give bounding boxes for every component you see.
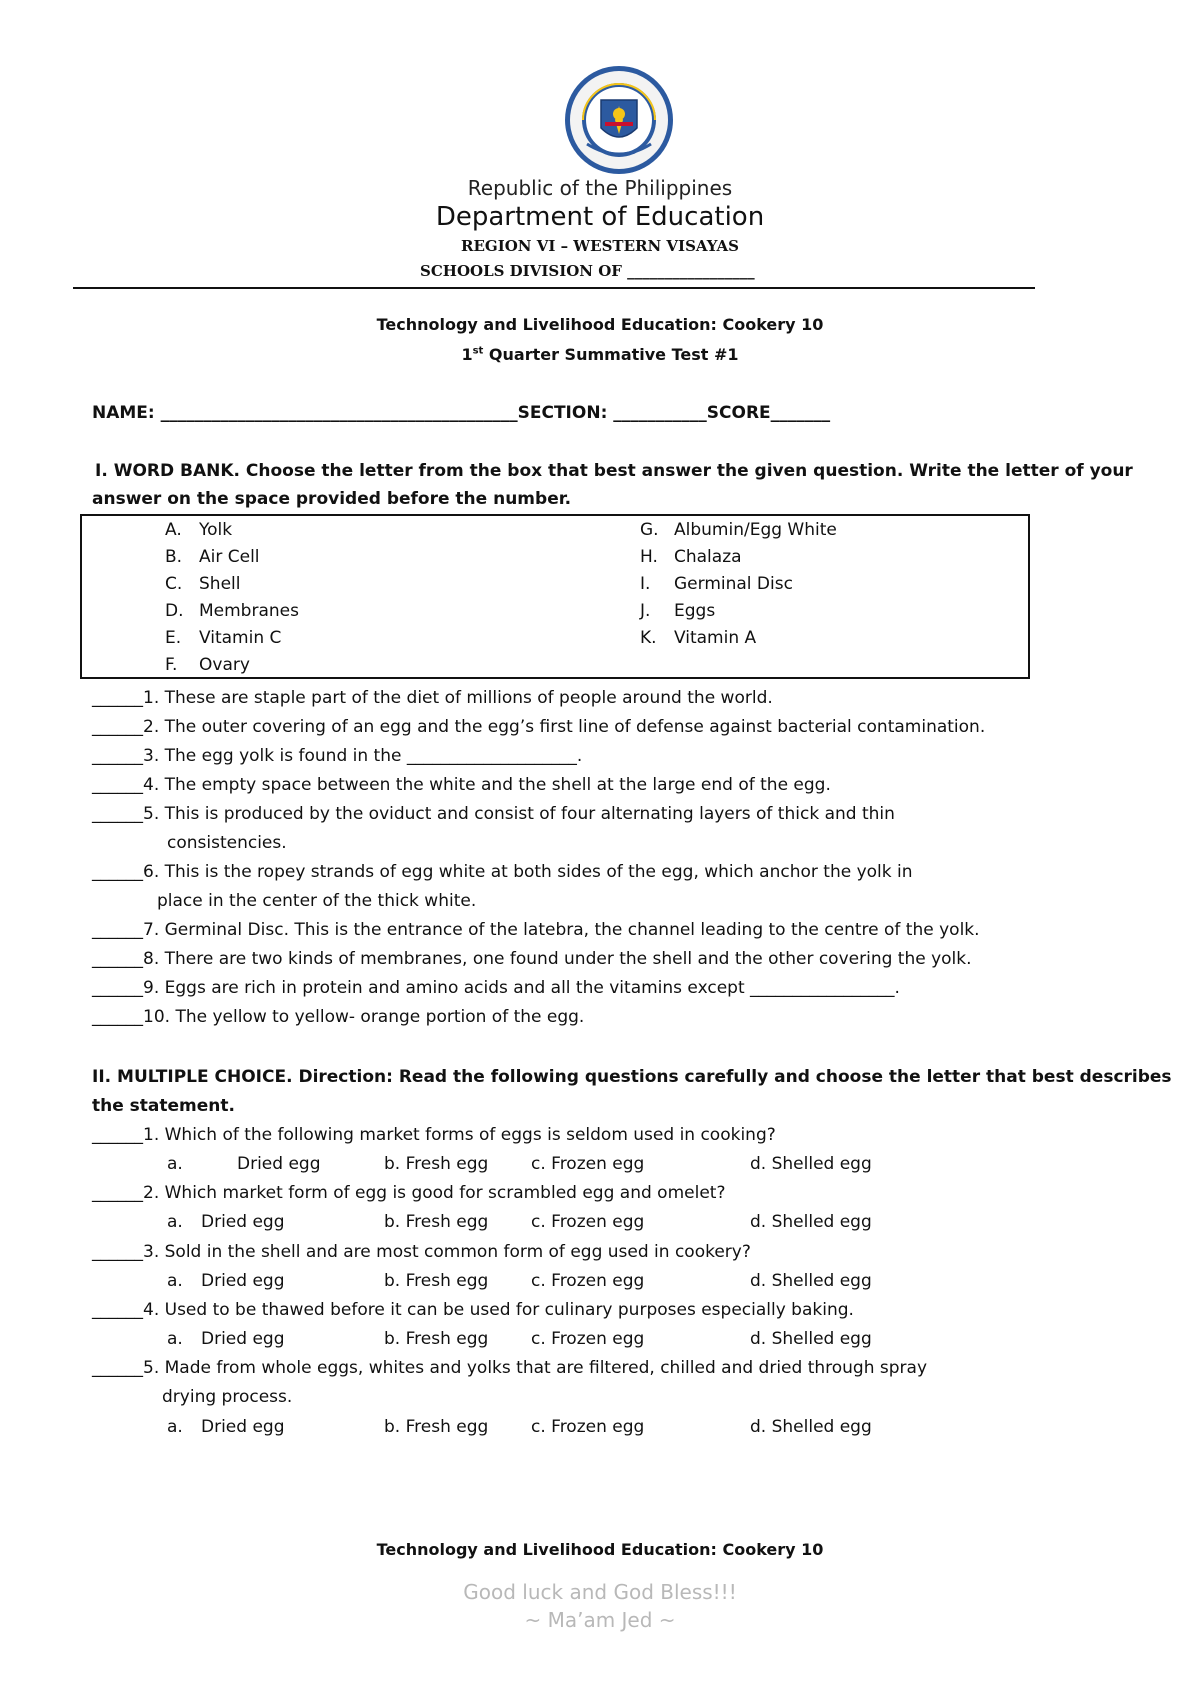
choice-a-text[interactable]: Dried egg [237, 1154, 321, 1174]
bank-option-j: J. Eggs [640, 601, 716, 621]
choice-b[interactable]: b. Fresh egg [384, 1271, 489, 1291]
part1-question-10[interactable]: ______10. The yellow to yellow- orange portion of the egg. [92, 1007, 585, 1027]
bank-option-e: E. Vitamin C [165, 628, 282, 648]
choice-a-text[interactable]: Dried egg [201, 1212, 285, 1232]
choice-d[interactable]: d. Shelled egg [750, 1154, 872, 1174]
part1-instruction: I. WORD BANK. Choose the letter from the box that best answer the given question. Write the letter of your [95, 461, 1133, 481]
part2-question-2[interactable]: ______2. Which market form of egg is good for scrambled egg and omelet? [92, 1183, 726, 1203]
footer-subject: Technology and Livelihood Education: Cookery 10 [376, 1540, 824, 1559]
bank-option-a: A. Yolk [165, 520, 233, 540]
bank-option-b: B. Air Cell [165, 547, 260, 567]
bank-option-c: C. Shell [165, 574, 241, 594]
part1-question-1[interactable]: ______1. These are staple part of the diet of millions of people around the world. [92, 688, 773, 708]
header-divider [73, 287, 1035, 289]
choice-d[interactable]: d. Shelled egg [750, 1212, 872, 1232]
choice-a-label[interactable]: a. [167, 1329, 183, 1349]
part1-question-8[interactable]: ______8. There are two kinds of membranes, one found under the shell and the other covering the yolk. [92, 949, 972, 969]
bank-option-g: G. Albumin/Egg White [640, 520, 837, 540]
goodluck-message: Good luck and God Bless!!! [463, 1580, 737, 1604]
choice-b[interactable]: b. Fresh egg [384, 1329, 489, 1349]
division-heading: SCHOOLS DIVISION OF _________________ [420, 262, 755, 280]
part1-question-2[interactable]: ______2. The outer covering of an egg and the egg’s first line of defense against bacterial contamination. [92, 717, 986, 737]
test-quarter: 1st Quarter Summative Test #1 [461, 345, 739, 364]
choice-b[interactable]: b. Fresh egg [384, 1154, 489, 1174]
part2-instruction: II. MULTIPLE CHOICE. Direction: Read the following questions carefully and choose the letter that best describes [92, 1067, 1172, 1087]
choice-d[interactable]: d. Shelled egg [750, 1417, 872, 1437]
test-subject: Technology and Livelihood Education: Cookery 10 [376, 315, 824, 334]
bank-option-k: K. Vitamin A [640, 628, 757, 648]
choice-d[interactable]: d. Shelled egg [750, 1271, 872, 1291]
part1-instruction-cont: answer on the space provided before the number. [92, 489, 572, 509]
part1-question-9[interactable]: ______9. Eggs are rich in protein and amino acids and all the vitamins except _________________. [92, 978, 900, 998]
bank-option-h: H. Chalaza [640, 547, 742, 567]
republic-heading: Republic of the Philippines [467, 176, 733, 200]
bank-option-f: F. Ovary [165, 655, 250, 675]
part2-question-5-cont: drying process. [162, 1387, 293, 1407]
choice-a-label[interactable]: a. [167, 1271, 183, 1291]
choice-a-text[interactable]: Dried egg [201, 1329, 285, 1349]
bank-option-d: D. Membranes [165, 601, 299, 621]
part2-instruction-cont: the statement. [92, 1096, 235, 1116]
part1-question-6-cont: place in the center of the thick white. [157, 891, 477, 911]
part2-question-1[interactable]: ______1. Which of the following market forms of eggs is seldom used in cooking? [92, 1125, 776, 1145]
name-section-score-line[interactable]: NAME: __________________________________________SECTION: ___________SCORE_______ [92, 403, 831, 423]
choice-a-label[interactable]: a. [167, 1154, 183, 1174]
choice-a-label[interactable]: a. [167, 1417, 183, 1437]
part2-question-4[interactable]: ______4. Used to be thawed before it can be used for culinary purposes especially baking. [92, 1300, 854, 1320]
teacher-signature: ~ Ma’am Jed ~ [524, 1608, 676, 1632]
part1-question-5[interactable]: ______5. This is produced by the oviduct and consist of four alternating layers of thick and thin [92, 804, 895, 824]
part1-question-5-cont: consistencies. [167, 833, 287, 853]
choice-b[interactable]: b. Fresh egg [384, 1212, 489, 1232]
part1-question-6[interactable]: ______6. This is the ropey strands of egg white at both sides of the egg, which anchor the yolk in [92, 862, 913, 882]
choice-c[interactable]: c. Frozen egg [531, 1271, 645, 1291]
deped-seal-logo [563, 64, 675, 176]
choice-b[interactable]: b. Fresh egg [384, 1417, 489, 1437]
part1-question-3[interactable]: ______3. The egg yolk is found in the ____________________. [92, 746, 583, 766]
choice-d[interactable]: d. Shelled egg [750, 1329, 872, 1349]
part1-question-7[interactable]: ______7. Germinal Disc. This is the entrance of the latebra, the channel leading to the centre of the yolk. [92, 920, 980, 940]
choice-c[interactable]: c. Frozen egg [531, 1329, 645, 1349]
part1-question-4[interactable]: ______4. The empty space between the white and the shell at the large end of the egg. [92, 775, 831, 795]
choice-c[interactable]: c. Frozen egg [531, 1154, 645, 1174]
choice-a-text[interactable]: Dried egg [201, 1417, 285, 1437]
part2-question-5[interactable]: ______5. Made from whole eggs, whites and yolks that are filtered, chilled and dried through spray [92, 1358, 928, 1378]
bank-option-i: I. Germinal Disc [640, 574, 793, 594]
part2-question-3[interactable]: ______3. Sold in the shell and are most common form of egg used in cookery? [92, 1242, 751, 1262]
choice-a-label[interactable]: a. [167, 1212, 183, 1232]
department-heading: Department of Education [435, 202, 765, 232]
region-heading: REGION VI – WESTERN VISAYAS [460, 237, 740, 255]
choice-c[interactable]: c. Frozen egg [531, 1212, 645, 1232]
choice-c[interactable]: c. Frozen egg [531, 1417, 645, 1437]
choice-a-text[interactable]: Dried egg [201, 1271, 285, 1291]
